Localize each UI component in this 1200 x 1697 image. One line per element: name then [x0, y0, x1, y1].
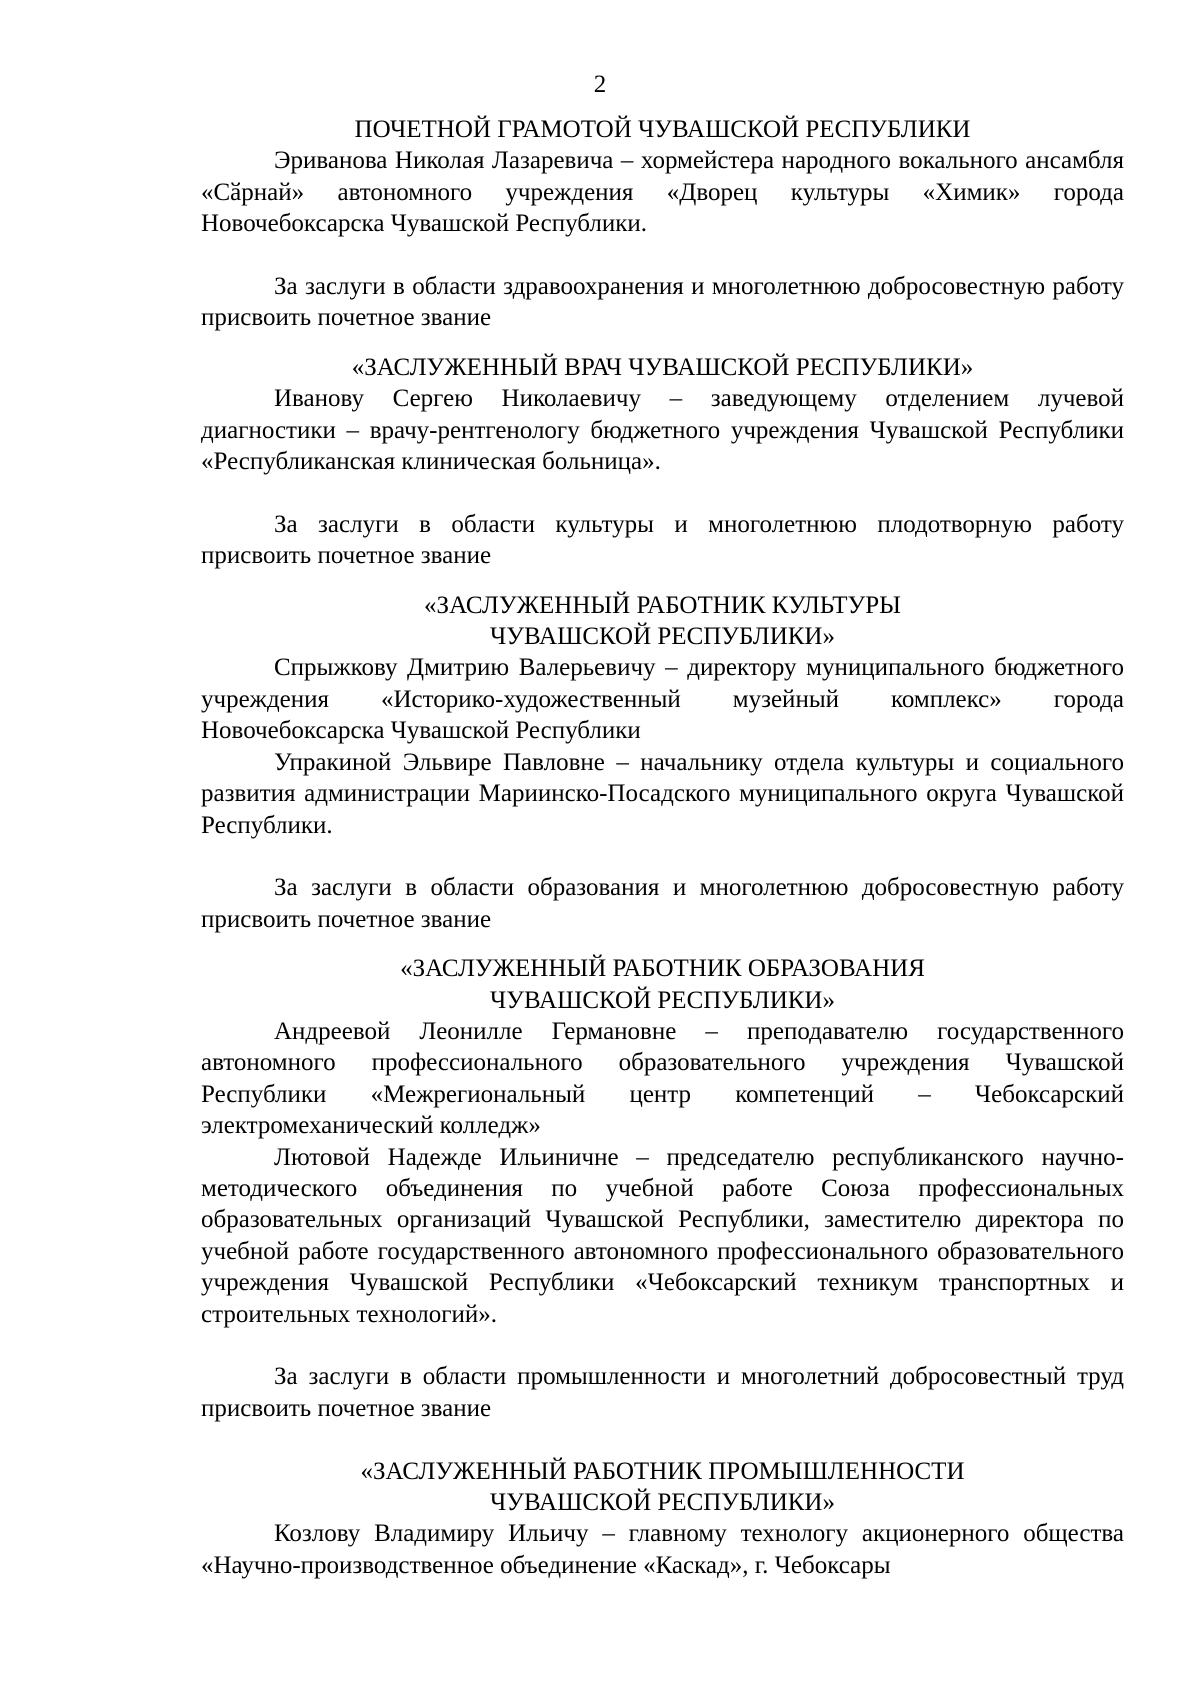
nominee-paragraph: Иванову Сергею Николаевичу – заведующему отделением лучевой диагностики – врачу-рентгенологу бюджетного учреждения Чувашской Республики «Республиканская клиническая больница».	[201, 385, 1124, 476]
award-title: «ЗАСЛУЖЕННЫЙ РАБОТНИК КУЛЬТУРЫ	[424, 591, 901, 619]
award-title: «ЗАСЛУЖЕННЫЙ РАБОТНИК ПРОМЫШЛЕННОСТИ	[360, 1457, 965, 1485]
award-section-honored-industry-worker	[201, 1361, 1124, 1581]
award-section-honorary-diploma	[201, 114, 1124, 240]
spacer	[201, 1424, 1124, 1455]
award-title-line-2: ЧУВАШСКОЙ РЕСПУБЛИКИ»	[490, 986, 835, 1014]
award-intro: За заслуги в области здравоохранения и многолетнюю добросовестную работу присвоить почетное звание	[201, 273, 1124, 332]
award-intro: За заслуги в области образования и многолетнюю добросовестную работу присвоить почетное звание	[201, 874, 1124, 933]
spacer	[201, 477, 1124, 508]
spacer	[201, 1330, 1124, 1361]
spacer	[201, 334, 1124, 352]
award-title-line-2: ЧУВАШСКОЙ РЕСПУБЛИКИ»	[490, 1488, 835, 1516]
nominee-paragraph: Козлову Владимиру Ильичу – главному технологу акционерного общества «Научно-производственное объединение «Каскад», г. Чебоксары	[201, 1520, 1124, 1579]
page-number: 2	[593, 71, 607, 98]
award-intro: За заслуги в области промышленности и многолетний добросовестный труд присвоить почетное звание	[201, 1363, 1124, 1422]
award-title: «ЗАСЛУЖЕННЫЙ РАБОТНИК ОБРАЗОВАНИЯ	[400, 955, 925, 983]
document-body	[201, 114, 1124, 1581]
award-title: ПОЧЕТНОЙ ГРАМОТОЙ ЧУВАШСКОЙ РЕСПУБЛИКИ	[354, 116, 971, 143]
nominee-paragraph: Эриванова Николая Лазаревича – хормейстера народного вокального ансамбля «Сӑрнай» автономного учреждения «Дворец культуры «Химик» города Новочебоксарска Чувашской Республики.	[201, 147, 1124, 238]
award-intro: За заслуги в области культуры и многолетнюю плодотворную работу присвоить почетное звание	[201, 510, 1124, 570]
nominee-paragraph: Упракиной Эльвире Павловне – начальнику отдела культуры и социального развития администрации Мариинско-Посадского муниципального округа Чувашской Республики.	[201, 748, 1124, 839]
award-title-line-2: ЧУВАШСКОЙ РЕСПУБЛИКИ»	[490, 623, 835, 651]
nominee-paragraph: Лютовой Надежде Ильиничне – председателю республиканского научно-методического объединения по учебной работе Союза профессиональных образовательных организаций Чувашской Республики, заместителю директора по учебной работе государственного автономного профессионального образовательного учреждения Чувашской Республики «Чебоксарский техникум транспортных и строительных технологий».	[201, 1143, 1124, 1328]
award-section-honored-education-worker	[201, 872, 1124, 1330]
spacer	[201, 841, 1124, 872]
nominee-paragraph: Спрыжкову Дмитрию Валерьевичу – директору муниципального бюджетного учреждения «Историко-художественный музейный комплекс» города Новочебоксарска Чувашской Республики	[201, 654, 1124, 745]
award-title: «ЗАСЛУЖЕННЫЙ ВРАЧ ЧУВАШСКОЙ РЕСПУБЛИКИ»	[351, 353, 974, 381]
spacer	[201, 240, 1124, 271]
nominee-paragraph: Андреевой Леонилле Германовне – преподавателю государственного автономного профессионального образовательного учреждения Чувашской Республики «Межрегиональный центр компетенций – Чебоксарский электромеханический колледж»	[201, 1017, 1124, 1140]
award-section-honored-culture-worker	[201, 509, 1124, 841]
award-section-honored-doctor	[201, 271, 1124, 477]
spacer	[201, 935, 1124, 953]
spacer	[201, 572, 1124, 590]
